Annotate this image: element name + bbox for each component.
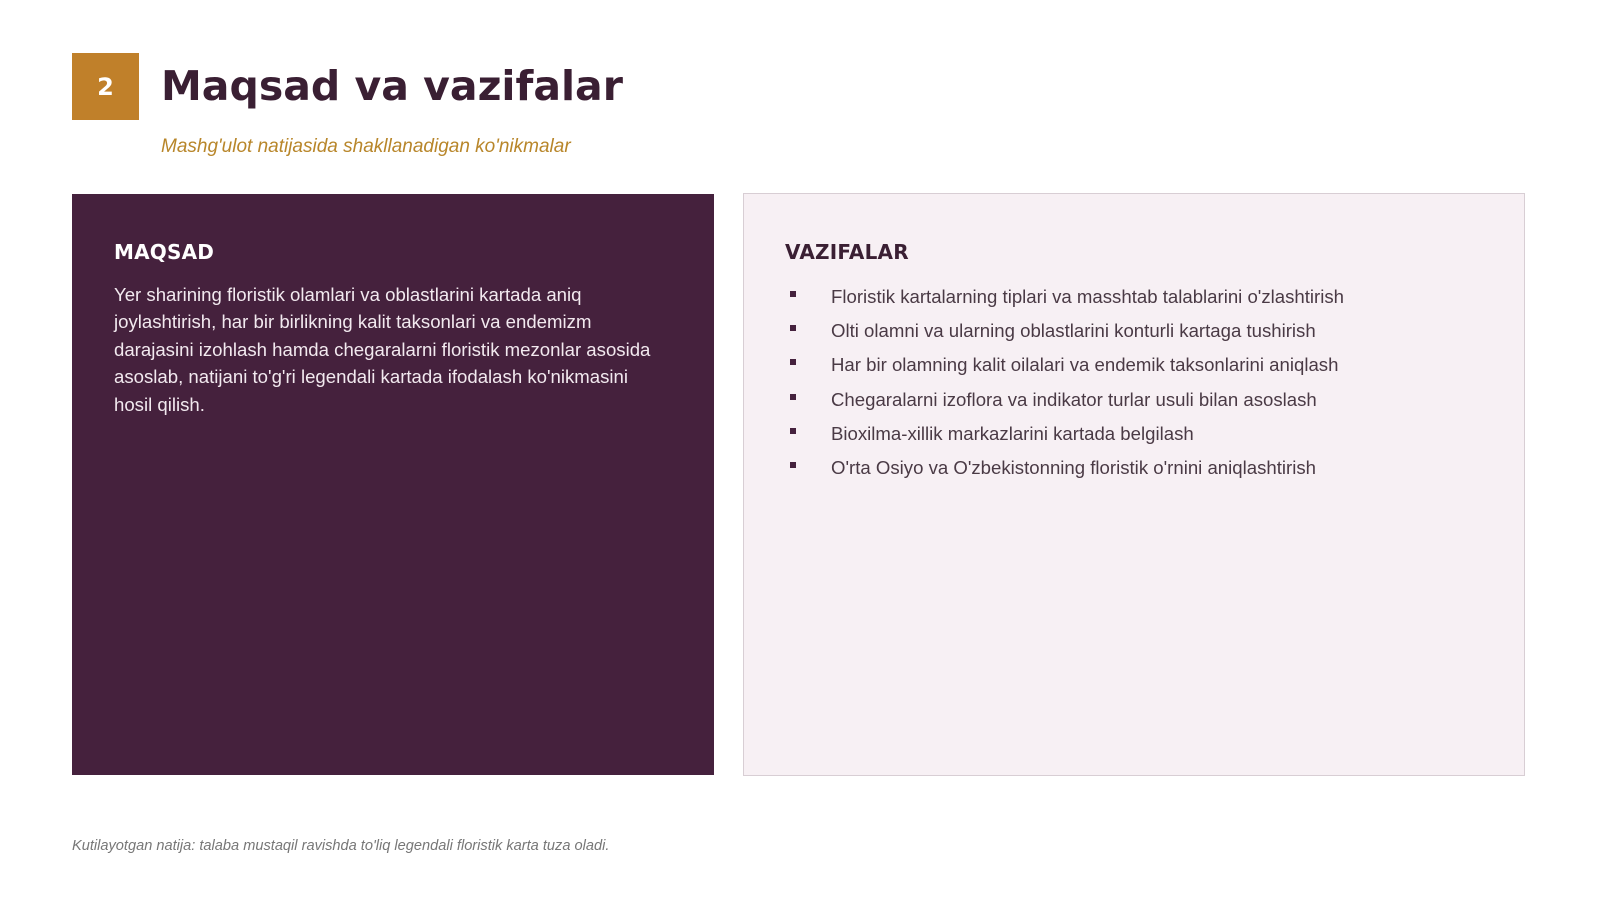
task-item bbox=[785, 451, 1484, 485]
task-list bbox=[785, 280, 1484, 485]
square-bullet-icon bbox=[790, 291, 796, 297]
task-text: O'rta Osiyo va O'zbekistonning floristik o'rnini aniqlashtirish bbox=[831, 457, 1316, 479]
square-bullet-icon bbox=[790, 428, 796, 434]
task-text: Bioxilma-xillik markazlarini kartada belgilash bbox=[831, 422, 1194, 444]
square-bullet-icon bbox=[790, 462, 796, 468]
task-text: Floristik kartalarning tiplari va masshtab talablarini o'zlashtirish bbox=[831, 286, 1345, 308]
square-bullet-icon bbox=[790, 359, 796, 365]
expected-result-footnote: Kutilayotgan natija: talaba mustaqil ravishda to'liq legendali floristik karta tuza oladi. bbox=[72, 838, 610, 854]
square-bullet-icon bbox=[790, 394, 796, 400]
task-text: Chegaralarni izoflora va indikator turlar usuli bilan asoslash bbox=[831, 388, 1317, 410]
task-text: Har bir olamning kalit oilalari va endemik taksonlarini aniqlash bbox=[831, 354, 1339, 376]
task-item bbox=[785, 417, 1484, 451]
task-item bbox=[785, 348, 1484, 382]
square-bullet-icon bbox=[790, 325, 796, 331]
goal-card bbox=[72, 194, 714, 775]
task-text: Olti olamni va ularning oblastlarini konturli kartaga tushirish bbox=[831, 320, 1316, 342]
tasks-heading: VAZIFALAR bbox=[785, 240, 909, 264]
slide-subtitle: Mashg'ulot natijasida shakllanadigan ko'nikmalar bbox=[161, 136, 571, 157]
slide-title: Maqsad va vazifalar bbox=[161, 62, 623, 110]
goal-text: Yer sharining floristik olamlari va oblastlarini kartada aniq joylashtirish, har bir birlikning kalit taksonlari va endemizm darajasini izohlash hamda chegaralarni floristik mezonlar asosida asoslab, natijani to'g'ri legendali kartada ifodalash ko'nikmasini hosil qilish. bbox=[114, 284, 651, 415]
task-item bbox=[785, 314, 1484, 348]
task-item bbox=[785, 280, 1484, 314]
slide-number-badge: 2 bbox=[72, 53, 139, 120]
goal-heading: MAQSAD bbox=[114, 240, 215, 264]
task-item bbox=[785, 383, 1484, 417]
tasks-card bbox=[743, 193, 1525, 776]
